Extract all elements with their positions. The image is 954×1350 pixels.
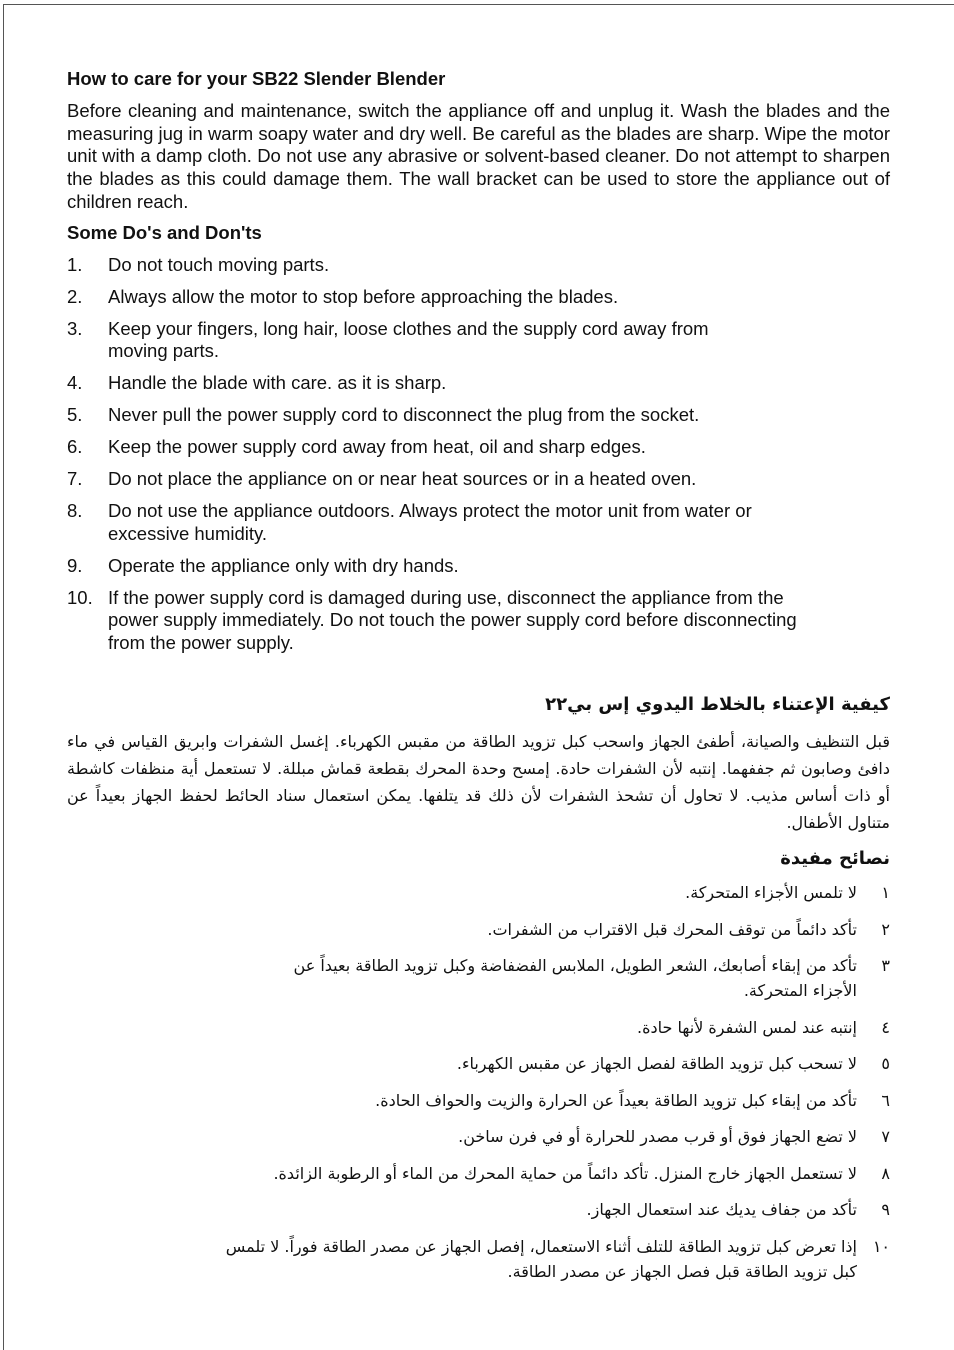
list-item-number: ٥ [881,1054,890,1073]
list-item-text: تأكد من إبقاء كبل تزويد الطاقة بعيداً عن الحرارة والزيت والحواف الحادة. [375,1090,857,1110]
list-item-text: تأكد من جفاف يديك عند استعمال الجهاز. [586,1200,857,1219]
list-item-text: تأكد من إبقاء أصابعك، الشعر الطويل، الملابس الفضفاضة وكبل تزويد الطاقة بعيداً عن الأجزاء المتحركة. [293,956,857,1000]
list-item-text: If the power supply cord is damaged during use, disconnect the appliance from the power supply immediately. Do not touch the power supply cord before disconnecting from the power supply. [108,586,797,653]
list-item [67,404,890,427]
list-item-number: 8. [67,500,83,522]
list-item-text: Always allow the motor to stop before approaching the blades. [108,285,619,307]
english-section [67,66,890,664]
list-item-number: ١ [881,883,890,902]
list-item [67,372,890,395]
list-item-text: Keep the power supply cord away from heat, oil and sharp edges. [108,436,646,458]
list-item-number: ٢ [881,919,890,939]
list-item [257,1015,890,1040]
list-item-number: 6. [67,436,83,458]
list-item [67,286,890,309]
list-item [257,917,890,942]
english-list [67,254,890,655]
list-item [217,1161,890,1186]
list-item-text: لا تلمس الأجزاء المتحركة. [685,883,857,902]
list-item [257,953,890,1003]
list-item [217,1088,890,1113]
list-item [67,555,890,578]
list-item-number: ٤ [881,1017,890,1037]
list-item-number: ٩ [881,1200,890,1219]
list-item-number: 3. [67,317,83,339]
list-item-text: Do not touch moving parts. [108,253,330,275]
arabic-subtitle: نصائح مفيدة [780,848,890,869]
list-item-text: Do not place the appliance on or near heat sources or in a heated oven. [108,468,697,490]
arabic-title: كيفية الإعتناء بالخلاط اليدوي إس بي٢٢ [545,694,890,715]
list-item-text: Handle the blade with care. as it is sharp. [108,372,447,394]
arabic-section [67,690,890,1295]
list-item [257,880,890,905]
list-item-text: Keep your fingers, long hair, loose clothes and the supply cord away from moving parts. [108,317,709,362]
list-item [217,1234,890,1284]
list-item-number: ٨ [881,1163,890,1183]
english-intro: Before cleaning and maintenance, switch the appliance off and unplug it. Wash the blades and the measuring jug in warm soapy water and dry well. Be careful as the blades are sharp. Wipe the motor unit with a damp cloth. Do not use any abrasive or solvent-based cleaner. Do not attempt to sharpen the blades as this could damage them. The wall bracket can be used to store the appliance out of children reach. [67,100,890,212]
list-item [67,254,890,277]
list-item-number: 10. [67,586,93,608]
list-item-number: 4. [67,372,83,394]
list-item-text: إذا تعرض كبل تزويد الطاقة للتلف أثناء الاستعمال، إفصل الجهاز عن مصدر الطاقة فوراً. لا تلمس كبل تزويد الطاقة قبل فصل الجهاز عن مصدر الطاقة. [225,1236,857,1281]
list-item-number: 1. [67,253,83,275]
list-item [67,436,890,459]
list-item-text: لا تستعمل الجهاز خارج المنزل. تأكد دائماً من حماية المحرك من الماء أو الرطوبة الزائدة. [273,1163,857,1183]
list-item [67,500,890,545]
list-item-text: تأكد دائماً من توقف المحرك قبل الاقتراب من الشفرات. [487,919,857,939]
list-item-text: لا تضع الجهاز فوق أو قرب مصدر للحرارة أو في فرن ساخن. [458,1127,857,1146]
arabic-list [67,880,890,1284]
list-item-text: Operate the appliance only with dry hands. [108,554,459,576]
list-item-number: 2. [67,285,83,307]
list-item-number: 9. [67,554,83,576]
list-item-text: إنتبه عند لمس الشفرة لأنها حادة. [637,1017,857,1037]
list-item [67,587,890,655]
list-item-text: Do not use the appliance outdoors. Always protect the motor unit from water or excessive humidity. [108,500,752,544]
list-item-number: ٦ [881,1090,890,1110]
list-item-number: ١٠ [872,1236,890,1256]
list-item [257,1197,890,1222]
english-subtitle: Some Do's and Don'ts [67,221,262,243]
arabic-intro: قبل التنظيف والصيانة، أطفئ الجهاز واسحب كبل تزويد الطاقة من مقبس الكهرباء. إغسل الشفرات وابريق القياس في ماء دافئ وصابون ثم جففهما. إنتبه لأن الشفرات حادة. إمسح وحدة المحرك بقطعة قماش مبللة. لا تستعمل أية منظفات كاشطة أو ذات أساس مذيب. لا تحاول أن تشحذ الشفرات لأن ذلك قد يتلفها. يمكن استعمال سناد الحائط لحفظ الجهاز بعيداً عن متناول الأطفال. [67,732,890,832]
list-item-text: Never pull the power supply cord to disconnect the plug from the socket. [108,404,700,426]
list-item [257,1124,890,1149]
list-item [67,468,890,491]
list-item-number: ٧ [881,1127,890,1146]
english-title: How to care for your SB22 Slender Blender [67,68,446,89]
list-item [67,318,890,363]
list-item-number: ٣ [881,956,890,975]
list-item-text: لا تسحب كبل تزويد الطاقة لفصل الجهاز عن مقبس الكهرباء. [456,1054,857,1073]
list-item-number: 5. [67,404,83,426]
list-item [257,1051,890,1076]
list-item-number: 7. [67,468,83,490]
